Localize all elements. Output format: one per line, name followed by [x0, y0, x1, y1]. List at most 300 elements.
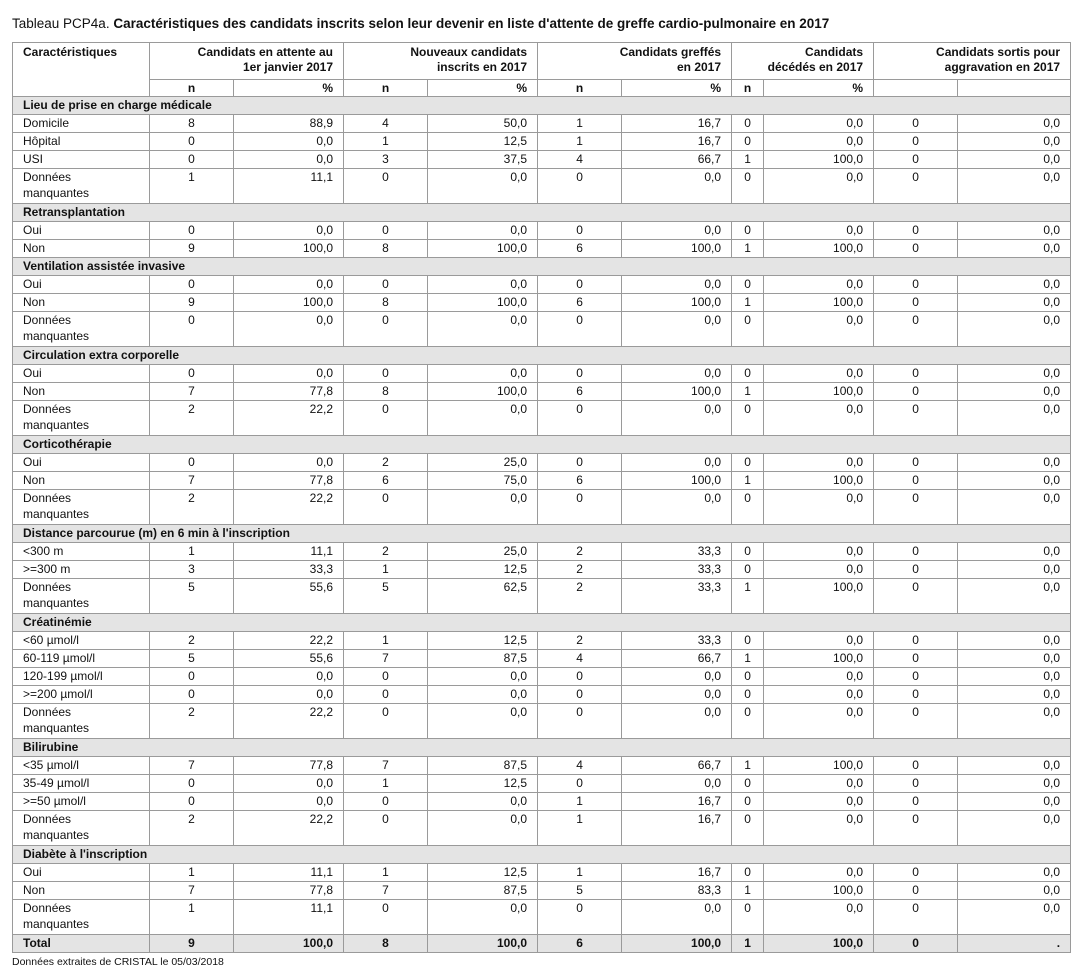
row-label: <60 µmol/l — [13, 632, 150, 650]
table-row — [13, 294, 1071, 312]
count-cell: 0 — [150, 312, 234, 347]
table-row — [13, 900, 1071, 935]
percent-cell: 100,0 — [764, 650, 874, 668]
percent-cell: 0,0 — [622, 222, 732, 240]
percent-cell: 0,0 — [764, 775, 874, 793]
row-label: >=50 µmol/l — [13, 793, 150, 811]
count-cell: 7 — [150, 472, 234, 490]
count-cell: 1 — [150, 864, 234, 882]
percent-cell: 22,2 — [234, 401, 344, 436]
row-label: Domicile — [13, 115, 150, 133]
table-row — [13, 383, 1071, 401]
count-cell: 0 — [732, 365, 764, 383]
column-header-new: Nouveaux candidats inscrits en 2017 — [344, 43, 538, 80]
percent-cell: 100,0 — [764, 383, 874, 401]
count-cell: 0 — [874, 632, 958, 650]
percent-cell: 0,0 — [764, 490, 874, 525]
count-cell: 2 — [538, 543, 622, 561]
count-cell: 0 — [344, 222, 428, 240]
count-cell: 0 — [344, 668, 428, 686]
percent-cell: 77,8 — [234, 383, 344, 401]
count-cell: 4 — [538, 151, 622, 169]
count-cell: 5 — [344, 579, 428, 614]
count-cell: 5 — [150, 579, 234, 614]
percent-cell: 0,0 — [764, 704, 874, 739]
count-cell: 0 — [344, 793, 428, 811]
subheader-pct — [958, 80, 1071, 97]
count-cell: 1 — [732, 294, 764, 312]
column-header-deceased: Candidats décédés en 2017 — [732, 43, 874, 80]
section-title: Circulation extra corporelle — [13, 347, 1071, 365]
table-row — [13, 686, 1071, 704]
subheader-n: n — [732, 80, 764, 97]
row-label: <300 m — [13, 543, 150, 561]
table-row — [13, 472, 1071, 490]
percent-cell: 0,0 — [764, 276, 874, 294]
table-row — [13, 668, 1071, 686]
count-cell: 0 — [874, 490, 958, 525]
column-header-characteristics: Caractéristiques — [13, 43, 150, 97]
count-cell: 5 — [538, 882, 622, 900]
count-cell: 0 — [538, 454, 622, 472]
count-cell: 0 — [150, 454, 234, 472]
row-label: Non — [13, 472, 150, 490]
count-cell: 2 — [344, 543, 428, 561]
count-cell: 0 — [874, 454, 958, 472]
count-cell: 1 — [732, 151, 764, 169]
percent-cell: 0,0 — [958, 312, 1071, 347]
count-cell: 1 — [538, 133, 622, 151]
subheader-n — [874, 80, 958, 97]
count-cell: 3 — [344, 151, 428, 169]
table-body — [13, 97, 1071, 953]
count-cell: 0 — [732, 133, 764, 151]
row-label: >=300 m — [13, 561, 150, 579]
count-cell: 0 — [874, 668, 958, 686]
percent-cell: 100,0 — [764, 294, 874, 312]
percent-cell: 75,0 — [428, 472, 538, 490]
table-row — [13, 579, 1071, 614]
source-note: Données extraites de CRISTAL le 05/03/2018 — [12, 956, 224, 968]
row-label: Données manquantes — [13, 169, 150, 204]
percent-cell: 0,0 — [764, 133, 874, 151]
count-cell: 1 — [732, 579, 764, 614]
percent-cell: 0,0 — [764, 668, 874, 686]
subheader-n: n — [150, 80, 234, 97]
count-cell: 9 — [150, 240, 234, 258]
subheader-pct: % — [764, 80, 874, 97]
percent-cell: 87,5 — [428, 757, 538, 775]
percent-cell: 0,0 — [622, 686, 732, 704]
count-cell: 0 — [150, 793, 234, 811]
count-cell: 1 — [344, 864, 428, 882]
percent-cell: 0,0 — [764, 454, 874, 472]
percent-cell: 33,3 — [622, 561, 732, 579]
section-header-row — [13, 525, 1071, 543]
percent-cell: 0,0 — [234, 365, 344, 383]
percent-cell: 0,0 — [622, 169, 732, 204]
count-cell: 8 — [344, 240, 428, 258]
percent-cell: 0,0 — [764, 365, 874, 383]
percent-cell: 0,0 — [428, 900, 538, 935]
percent-cell: 0,0 — [622, 454, 732, 472]
table-row — [13, 561, 1071, 579]
count-cell: 0 — [344, 312, 428, 347]
count-cell: 0 — [538, 775, 622, 793]
percent-cell: 100,0 — [764, 757, 874, 775]
count-cell: 0 — [538, 169, 622, 204]
percent-cell: 0,0 — [958, 650, 1071, 668]
percent-cell: 0,0 — [234, 793, 344, 811]
percent-cell: 66,7 — [622, 151, 732, 169]
count-cell: 0 — [538, 276, 622, 294]
row-label: <35 µmol/l — [13, 757, 150, 775]
percent-cell: 0,0 — [234, 312, 344, 347]
percent-cell: 0,0 — [428, 704, 538, 739]
count-cell: 3 — [150, 561, 234, 579]
row-label: Oui — [13, 222, 150, 240]
count-cell: 0 — [538, 365, 622, 383]
count-cell: 0 — [150, 365, 234, 383]
count-cell: 0 — [874, 169, 958, 204]
count-cell: 0 — [874, 115, 958, 133]
count-cell: 0 — [150, 686, 234, 704]
percent-cell: 0,0 — [428, 668, 538, 686]
count-cell: 0 — [874, 222, 958, 240]
table-row — [13, 365, 1071, 383]
percent-cell: 0,0 — [622, 490, 732, 525]
count-cell: 1 — [538, 811, 622, 846]
table-row — [13, 151, 1071, 169]
count-cell: 0 — [150, 775, 234, 793]
percent-cell: 0,0 — [958, 240, 1071, 258]
percent-cell: 100,0 — [622, 472, 732, 490]
count-cell: 2 — [538, 561, 622, 579]
percent-cell: 0,0 — [958, 864, 1071, 882]
row-label: Données manquantes — [13, 811, 150, 846]
percent-cell: 16,7 — [622, 793, 732, 811]
count-cell: 1 — [344, 561, 428, 579]
table-row — [13, 811, 1071, 846]
count-cell: 0 — [874, 472, 958, 490]
count-cell: 7 — [344, 757, 428, 775]
row-label: Oui — [13, 454, 150, 472]
percent-cell: 88,9 — [234, 115, 344, 133]
count-cell: 1 — [732, 757, 764, 775]
percent-cell: 0,0 — [234, 454, 344, 472]
percent-cell: 0,0 — [428, 365, 538, 383]
count-cell: 7 — [344, 882, 428, 900]
total-percent-cell: 100,0 — [764, 935, 874, 953]
count-cell: 2 — [150, 811, 234, 846]
percent-cell: 33,3 — [622, 543, 732, 561]
percent-cell: 0,0 — [958, 401, 1071, 436]
count-cell: 4 — [538, 650, 622, 668]
percent-cell: 22,2 — [234, 632, 344, 650]
count-cell: 0 — [874, 704, 958, 739]
percent-cell: 100,0 — [622, 240, 732, 258]
section-title: Créatinémie — [13, 614, 1071, 632]
table-row — [13, 222, 1071, 240]
count-cell: 1 — [732, 472, 764, 490]
count-cell: 0 — [344, 686, 428, 704]
table-row — [13, 133, 1071, 151]
table-row — [13, 704, 1071, 739]
count-cell: 6 — [538, 472, 622, 490]
count-cell: 0 — [150, 151, 234, 169]
percent-cell: 0,0 — [234, 151, 344, 169]
percent-cell: 16,7 — [622, 133, 732, 151]
percent-cell: 0,0 — [428, 169, 538, 204]
count-cell: 0 — [874, 401, 958, 436]
percent-cell: 87,5 — [428, 882, 538, 900]
count-cell: 0 — [732, 704, 764, 739]
count-cell: 0 — [732, 454, 764, 472]
percent-cell: 66,7 — [622, 650, 732, 668]
percent-cell: 11,1 — [234, 900, 344, 935]
count-cell: 1 — [150, 169, 234, 204]
percent-cell: 100,0 — [234, 294, 344, 312]
count-cell: 0 — [874, 650, 958, 668]
percent-cell: 16,7 — [622, 115, 732, 133]
subheader-n: n — [538, 80, 622, 97]
percent-cell: 25,0 — [428, 543, 538, 561]
subheader-pct: % — [234, 80, 344, 97]
percent-cell: 0,0 — [764, 169, 874, 204]
count-cell: 0 — [874, 133, 958, 151]
count-cell: 0 — [538, 704, 622, 739]
percent-cell: 12,5 — [428, 775, 538, 793]
section-title: Distance parcourue (m) en 6 min à l'inscription — [13, 525, 1071, 543]
table-row — [13, 169, 1071, 204]
count-cell: 1 — [732, 882, 764, 900]
percent-cell: 12,5 — [428, 561, 538, 579]
table-row — [13, 757, 1071, 775]
percent-cell: 33,3 — [234, 561, 344, 579]
percent-cell: 0,0 — [234, 686, 344, 704]
count-cell: 2 — [150, 632, 234, 650]
count-cell: 0 — [732, 543, 764, 561]
count-cell: 5 — [150, 650, 234, 668]
percent-cell: 0,0 — [958, 757, 1071, 775]
percent-cell: 50,0 — [428, 115, 538, 133]
count-cell: 7 — [150, 383, 234, 401]
table-row — [13, 276, 1071, 294]
section-header-row — [13, 204, 1071, 222]
percent-cell: 0,0 — [958, 686, 1071, 704]
table-title — [12, 16, 829, 31]
total-label: Total — [13, 935, 150, 953]
table-row — [13, 312, 1071, 347]
row-label: Non — [13, 383, 150, 401]
table-row — [13, 632, 1071, 650]
count-cell: 0 — [538, 490, 622, 525]
percent-cell: 100,0 — [428, 294, 538, 312]
row-label: >=200 µmol/l — [13, 686, 150, 704]
percent-cell: 100,0 — [428, 240, 538, 258]
count-cell: 2 — [538, 632, 622, 650]
percent-cell: 0,0 — [958, 222, 1071, 240]
percent-cell: 0,0 — [958, 490, 1071, 525]
section-header-row — [13, 436, 1071, 454]
percent-cell: 0,0 — [428, 686, 538, 704]
percent-cell: 100,0 — [764, 579, 874, 614]
percent-cell: 16,7 — [622, 811, 732, 846]
percent-cell: 37,5 — [428, 151, 538, 169]
row-label: 35-49 µmol/l — [13, 775, 150, 793]
section-header-row — [13, 97, 1071, 115]
count-cell: 7 — [150, 882, 234, 900]
count-cell: 0 — [150, 222, 234, 240]
percent-cell: 0,0 — [958, 811, 1071, 846]
row-label: USI — [13, 151, 150, 169]
column-header-grafted: Candidats greffés en 2017 — [538, 43, 732, 80]
table-row — [13, 490, 1071, 525]
row-label: Non — [13, 882, 150, 900]
count-cell: 0 — [874, 561, 958, 579]
percent-cell: 100,0 — [764, 151, 874, 169]
percent-cell: 77,8 — [234, 757, 344, 775]
percent-cell: 0,0 — [958, 793, 1071, 811]
section-title: Bilirubine — [13, 739, 1071, 757]
percent-cell: 100,0 — [622, 383, 732, 401]
percent-cell: 0,0 — [958, 169, 1071, 204]
percent-cell: 16,7 — [622, 864, 732, 882]
table-row — [13, 882, 1071, 900]
percent-cell: 100,0 — [764, 240, 874, 258]
section-header-row — [13, 739, 1071, 757]
subheader-n: n — [344, 80, 428, 97]
count-cell: 1 — [732, 240, 764, 258]
section-header-row — [13, 614, 1071, 632]
subheader-pct: % — [428, 80, 538, 97]
table-row — [13, 543, 1071, 561]
count-cell: 2 — [344, 454, 428, 472]
percent-cell: 87,5 — [428, 650, 538, 668]
percent-cell: 0,0 — [764, 864, 874, 882]
count-cell: 7 — [344, 650, 428, 668]
section-title: Retransplantation — [13, 204, 1071, 222]
percent-cell: 0,0 — [958, 704, 1071, 739]
total-percent-cell: 100,0 — [234, 935, 344, 953]
percent-cell: 0,0 — [428, 811, 538, 846]
total-count-cell: 8 — [344, 935, 428, 953]
percent-cell: 12,5 — [428, 632, 538, 650]
count-cell: 0 — [344, 365, 428, 383]
column-header-waiting: Candidats en attente au 1er janvier 2017 — [150, 43, 344, 80]
count-cell: 8 — [344, 383, 428, 401]
percent-cell: 0,0 — [234, 276, 344, 294]
section-title: Ventilation assistée invasive — [13, 258, 1071, 276]
percent-cell: 77,8 — [234, 472, 344, 490]
row-label: Données manquantes — [13, 704, 150, 739]
count-cell: 0 — [732, 276, 764, 294]
count-cell: 1 — [538, 115, 622, 133]
total-count-cell: 1 — [732, 935, 764, 953]
percent-cell: 0,0 — [764, 115, 874, 133]
count-cell: 0 — [538, 686, 622, 704]
percent-cell: 0,0 — [234, 775, 344, 793]
count-cell: 2 — [150, 704, 234, 739]
count-cell: 0 — [874, 579, 958, 614]
count-cell: 0 — [538, 900, 622, 935]
percent-cell: 0,0 — [428, 490, 538, 525]
count-cell: 0 — [150, 133, 234, 151]
percent-cell: 0,0 — [958, 561, 1071, 579]
percent-cell: 0,0 — [622, 668, 732, 686]
count-cell: 0 — [732, 864, 764, 882]
section-header-row — [13, 347, 1071, 365]
count-cell: 0 — [344, 900, 428, 935]
percent-cell: 100,0 — [764, 882, 874, 900]
count-cell: 0 — [732, 561, 764, 579]
count-cell: 0 — [874, 240, 958, 258]
count-cell: 0 — [874, 686, 958, 704]
percent-cell: 22,2 — [234, 704, 344, 739]
table-row — [13, 775, 1071, 793]
percent-cell: 33,3 — [622, 579, 732, 614]
count-cell: 4 — [344, 115, 428, 133]
percent-cell: 0,0 — [428, 793, 538, 811]
percent-cell: 0,0 — [958, 454, 1071, 472]
count-cell: 0 — [732, 811, 764, 846]
row-label: Données manquantes — [13, 312, 150, 347]
percent-cell: 11,1 — [234, 864, 344, 882]
percent-cell: 0,0 — [622, 312, 732, 347]
total-percent-cell: . — [958, 935, 1071, 953]
count-cell: 6 — [538, 240, 622, 258]
total-percent-cell: 100,0 — [622, 935, 732, 953]
count-cell: 0 — [874, 294, 958, 312]
header-row — [13, 43, 1071, 80]
count-cell: 0 — [344, 704, 428, 739]
count-cell: 1 — [150, 543, 234, 561]
percent-cell: 0,0 — [958, 668, 1071, 686]
count-cell: 0 — [874, 811, 958, 846]
percent-cell: 12,5 — [428, 133, 538, 151]
row-label: Données manquantes — [13, 579, 150, 614]
row-label: Hôpital — [13, 133, 150, 151]
percent-cell: 0,0 — [958, 632, 1071, 650]
percent-cell: 0,0 — [764, 811, 874, 846]
section-header-row — [13, 258, 1071, 276]
percent-cell: 0,0 — [764, 543, 874, 561]
percent-cell: 0,0 — [428, 401, 538, 436]
data-table — [12, 42, 1071, 953]
row-label: Données manquantes — [13, 900, 150, 935]
total-percent-cell: 100,0 — [428, 935, 538, 953]
percent-cell: 0,0 — [622, 900, 732, 935]
count-cell: 1 — [344, 775, 428, 793]
percent-cell: 0,0 — [958, 543, 1071, 561]
table-row — [13, 401, 1071, 436]
table-row — [13, 240, 1071, 258]
count-cell: 2 — [538, 579, 622, 614]
percent-cell: 83,3 — [622, 882, 732, 900]
row-label: Données manquantes — [13, 401, 150, 436]
count-cell: 0 — [732, 668, 764, 686]
percent-cell: 0,0 — [958, 294, 1071, 312]
percent-cell: 62,5 — [428, 579, 538, 614]
count-cell: 0 — [150, 276, 234, 294]
table-row — [13, 650, 1071, 668]
percent-cell: 0,0 — [428, 312, 538, 347]
section-title: Lieu de prise en charge médicale — [13, 97, 1071, 115]
count-cell: 0 — [732, 686, 764, 704]
count-cell: 0 — [874, 151, 958, 169]
table-number: Tableau PCP4a. — [12, 16, 110, 31]
percent-cell: 0,0 — [764, 793, 874, 811]
